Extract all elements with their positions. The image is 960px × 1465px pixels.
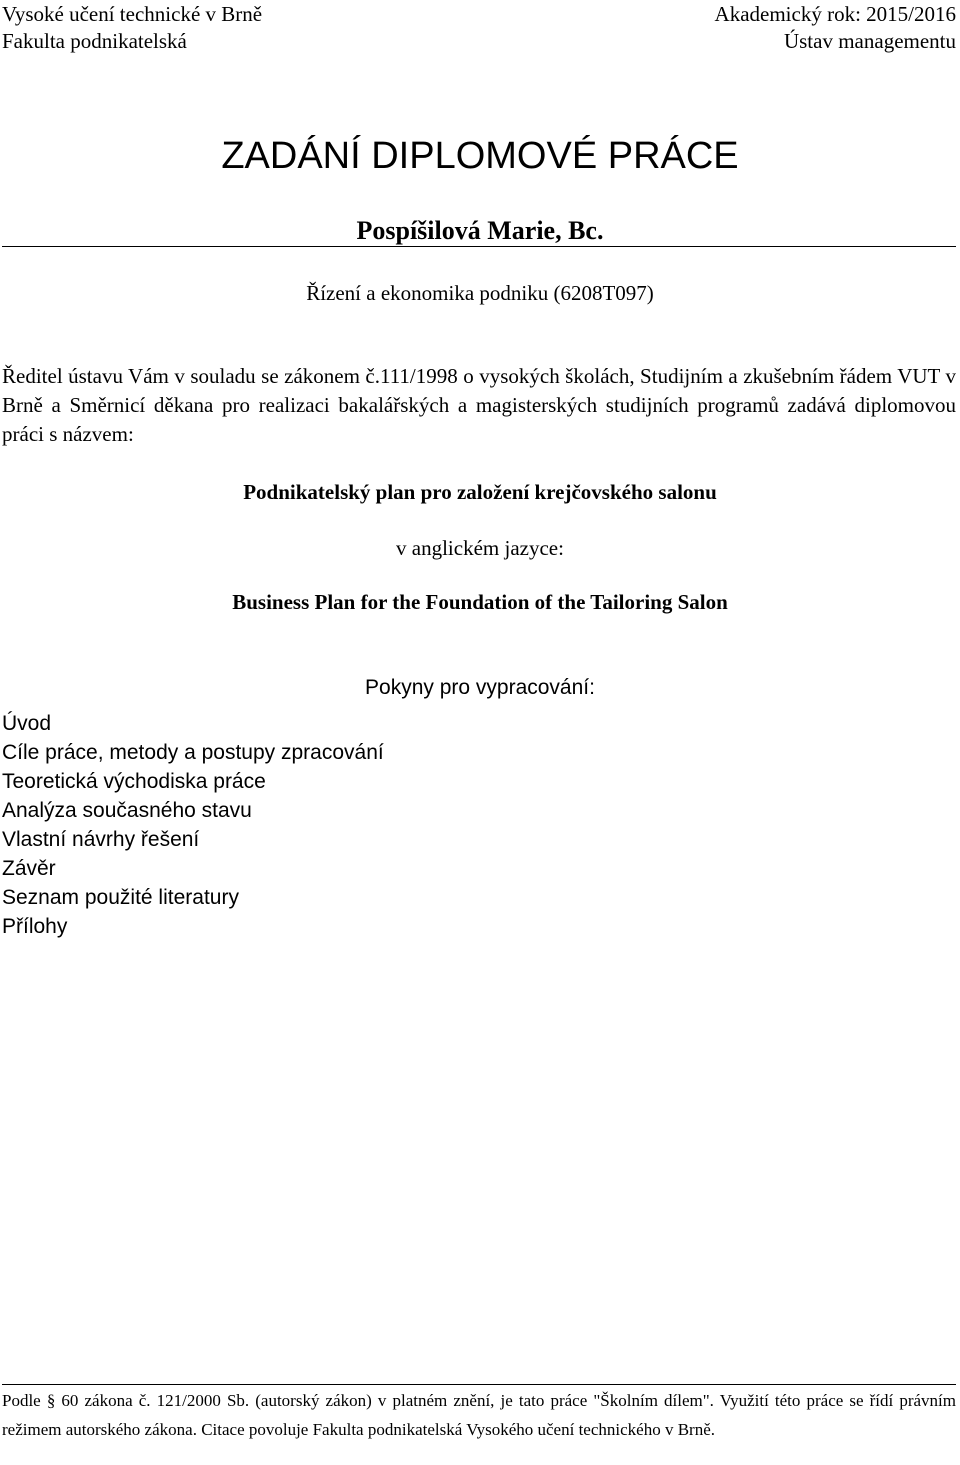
english-language-label: v anglickém jazyce:: [396, 536, 564, 560]
academic-year: Akademický rok: 2015/2016: [714, 2, 956, 26]
outline-item: Cíle práce, metody a postupy zpracování: [2, 741, 384, 764]
header-row-top: [2, 1, 956, 28]
university-name: Vysoké učení technické v Brně: [2, 2, 263, 26]
faculty-name: Fakulta podnikatelská: [2, 29, 187, 53]
intro-paragraph: Ředitel ústavu Vám v souladu se zákonem č.111/1998 o vysokých školách, Studijním a zkušebním řádem VUT v Brně a Směrnicí děkana pro realizaci bakalářských a magisterských studijních programů zadává diplomovou práci s názvem:: [2, 364, 956, 446]
thesis-outline-list: [2, 709, 384, 941]
student-name: Pospíšilová Marie, Bc.: [356, 216, 604, 245]
outline-item: Teoretická východiska práce: [2, 770, 266, 793]
outline-item: Úvod: [2, 712, 52, 735]
thesis-title-english: Business Plan for the Foundation of the Tailoring Salon: [232, 590, 728, 614]
outline-item: Analýza současného stavu: [2, 799, 252, 822]
institute-name: Ústav managementu: [783, 29, 956, 53]
outline-item: Přílohy: [2, 915, 68, 938]
study-program: Řízení a ekonomika podniku (6208T097): [306, 281, 654, 305]
footer-divider: [2, 1384, 956, 1385]
outline-item: Závěr: [2, 857, 56, 880]
thesis-title-czech: Podnikatelský plan pro založení krejčovského salonu: [243, 480, 717, 504]
student-underline: [2, 246, 956, 247]
instructions-heading: Pokyny pro vypracování:: [365, 676, 595, 699]
copyright-note: Podle § 60 zákona č. 121/2000 Sb. (autorský zákon) v platném znění, je tato práce "Školním dílem". Využití této práce se řídí právním režimem autorského zákona. Citace povoluje Fakulta podnikatelská Vysokého učení technického v Brně.: [2, 1391, 956, 1439]
outline-item: Seznam použité literatury: [2, 886, 239, 909]
outline-item: Vlastní návrhy řešení: [2, 828, 200, 851]
document-title: ZADÁNÍ DIPLOMOVÉ PRÁCE: [221, 135, 739, 177]
header-row-bottom: [2, 28, 956, 55]
